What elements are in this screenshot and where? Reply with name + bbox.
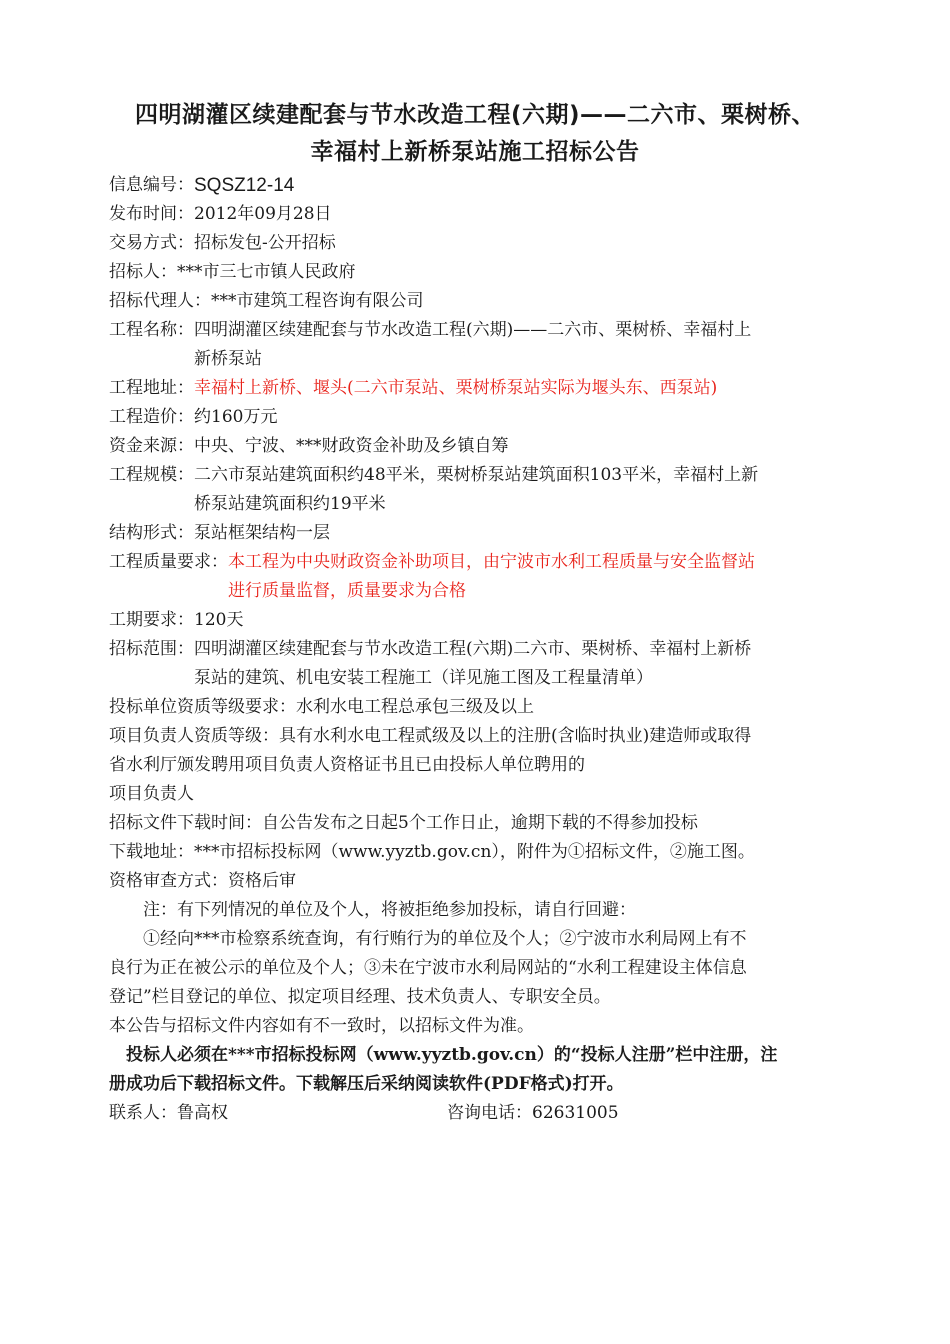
document-body — [109, 171, 844, 1128]
project-address-label: 工程地址： — [109, 378, 194, 398]
project-cost-label: 工程造价： — [109, 407, 194, 427]
scope-row — [109, 635, 844, 693]
scope-label: 招标范围： — [109, 639, 194, 659]
project-scale-value — [194, 461, 758, 519]
structure-value: 泵站框架结构一层 — [194, 523, 330, 543]
agent-label: 招标代理人： — [109, 291, 211, 311]
contact-row — [109, 1099, 844, 1128]
duration-row — [109, 606, 844, 635]
trade-mode-row — [109, 229, 844, 258]
agent-value: ***市建筑工程咨询有限公司 — [211, 291, 424, 311]
agent-row — [109, 287, 844, 316]
fund-source-row — [109, 432, 844, 461]
note-head: 注：有下列情况的单位及个人，将被拒绝参加投标，请自行回避： — [143, 900, 636, 920]
project-cost-row — [109, 403, 844, 432]
download-time-row — [109, 809, 844, 838]
download-addr-row — [109, 838, 844, 867]
scope-line-2: 泵站的建筑、机电安装工程施工（详见施工图及工程量清单） — [194, 668, 653, 688]
structure-label: 结构形式： — [109, 523, 194, 543]
publish-time-label: 发布时间： — [109, 204, 194, 224]
quality-line-2: 进行质量监督，质量要求为合格 — [228, 581, 466, 601]
project-name-row — [109, 316, 844, 374]
trade-mode-value: 招标发包-公开招标 — [194, 233, 336, 253]
download-time-value: 自公告发布之日起5个工作日止，逾期下载的不得参加投标 — [262, 813, 698, 833]
publish-time-row — [109, 200, 844, 229]
tenderer-label: 招标人： — [109, 262, 177, 282]
tenderer-value: ***市三七市镇人民政府 — [177, 262, 356, 282]
project-name-line-1: 四明湖灌区续建配套与节水改造工程(六期)——二六市、栗树桥、幸福村上 — [194, 320, 752, 340]
note-line-2: 良行为正在被公示的单位及个人；③未在宁波市水利局网站的“水利工程建设主体信息 — [109, 958, 747, 978]
project-address-row — [109, 374, 844, 403]
project-scale-row — [109, 461, 844, 519]
qualification-row — [109, 693, 844, 722]
quality-row — [109, 548, 844, 606]
duration-label: 工期要求： — [109, 610, 194, 630]
review-label: 资格审查方式： — [109, 871, 228, 891]
download-addr-label: 下载地址： — [109, 842, 194, 862]
quality-label: 工程质量要求： — [109, 552, 228, 572]
register-notice-line-1: 投标人必须在***市招标投标网（www.yyztb.gov.cn）的“投标人注册”栏中注册，注 — [126, 1045, 778, 1065]
qualification-value: 水利水电工程总承包三级及以上 — [296, 697, 534, 717]
quality-line-1: 本工程为中央财政资金补助项目，由宁波市水利工程质量与安全监督站 — [228, 552, 755, 572]
duration-value: 120天 — [194, 610, 244, 630]
project-scale-label: 工程规模： — [109, 465, 194, 485]
info-no-row — [109, 171, 844, 200]
project-name-value — [194, 316, 751, 374]
info-no-value: SQSZ12-14 — [194, 175, 295, 196]
project-address-value: 幸福村上新桥、堰头(二六市泵站、栗树桥泵站实际为堰头东、西泵站) — [194, 378, 718, 398]
manager-qual-line-2: 省水利厅颁发聘用项目负责人资格证书且已由投标人单位聘用的 — [109, 755, 585, 775]
review-value: 资格后审 — [228, 871, 296, 891]
tenderer-row — [109, 258, 844, 287]
publish-time-value: 2012年09月28日 — [194, 204, 332, 224]
trade-mode-label: 交易方式： — [109, 233, 194, 253]
fund-source-label: 资金来源： — [109, 436, 194, 456]
info-no-label: 信息编号： — [109, 175, 194, 195]
quality-value — [228, 548, 755, 606]
manager-qual-line-3: 项目负责人 — [109, 784, 194, 804]
review-row — [109, 867, 844, 896]
title-line-1: 四明湖灌区续建配套与节水改造工程(六期)——二六市、栗树桥、 — [134, 102, 816, 128]
register-notice-line-2: 册成功后下载招标文件。下载解压后采纳阅读软件(PDF格式)打开。 — [109, 1074, 624, 1094]
project-scale-line-1: 二六市泵站建筑面积约48平米，栗树桥泵站建筑面积103平米，幸福村上新 — [194, 465, 759, 485]
title-line-2: 幸福村上新桥泵站施工招标公告 — [310, 139, 640, 165]
project-scale-line-2: 桥泵站建筑面积约19平米 — [194, 494, 386, 514]
document-title — [70, 97, 880, 171]
scope-value — [194, 635, 751, 693]
manager-qual-line-1: 项目负责人资质等级：具有水利水电工程贰级及以上的注册(含临时执业)建造师或取得 — [109, 726, 752, 746]
disclaimer: 本公告与招标文件内容如有不一致时，以招标文件为准。 — [109, 1016, 534, 1036]
download-addr-value[interactable]: ***市招标投标网（www.yyztb.gov.cn），附件为①招标文件，②施工图。 — [194, 842, 755, 862]
download-time-label: 招标文件下载时间： — [109, 813, 262, 833]
note-line-3: 登记”栏目登记的单位、拟定项目经理、技术负责人、专职安全员。 — [109, 987, 611, 1007]
scope-line-1: 四明湖灌区续建配套与节水改造工程(六期)二六市、栗树桥、幸福村上新桥 — [194, 639, 752, 659]
qualification-label: 投标单位资质等级要求： — [109, 697, 296, 717]
note-line-1: ①经向***市检察系统查询，有行贿行为的单位及个人；②宁波市水利局网上有不 — [143, 929, 747, 949]
project-name-label: 工程名称： — [109, 320, 194, 340]
project-cost-value: 约160万元 — [194, 407, 278, 427]
structure-row — [109, 519, 844, 548]
contact-phone: 咨询电话：62631005 — [447, 1103, 619, 1123]
fund-source-value: 中央、宁波、***财政资金补助及乡镇自筹 — [194, 436, 509, 456]
project-name-line-2: 新桥泵站 — [194, 349, 262, 369]
contact-person: 联系人：鲁高权 — [109, 1103, 228, 1123]
